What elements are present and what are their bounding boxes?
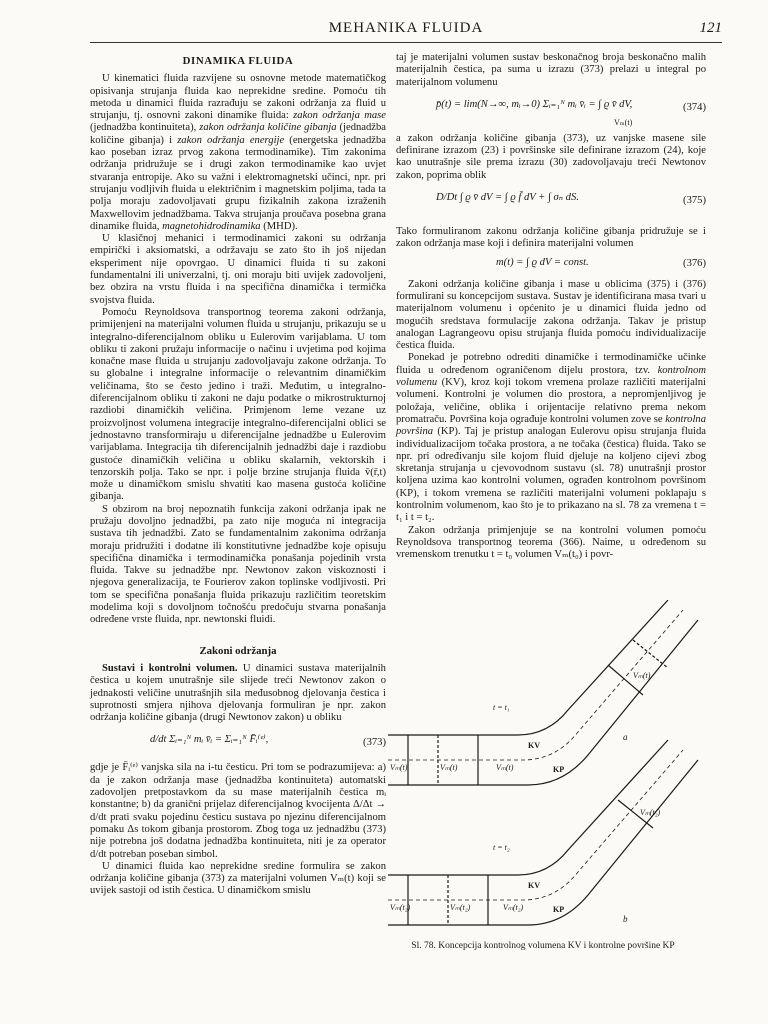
panel-a-vol-upper: Vₘ(t) <box>633 671 651 680</box>
panel-b-kv: KV <box>528 881 540 890</box>
equation-374-body: p̄(t) = lim(N→∞, mᵢ→0) Σᵢ₌₁ᴺ mᵢ v̄ᵢ = ∫ ϱ v̄ dV, <box>436 98 633 110</box>
figure-caption: Sl. 78. Koncepcija kontrolnog volumena KV i kontrolne površine KP <box>411 941 675 951</box>
paragraph-systems: Sustavi i kontrolni volumen. U dinamici sustava materijalnih čestica u kojem unutrašnje sile slijede treći Newtonov zakon o jednakosti veličine unutrašnjih sila međusobnog djelovanja čestica i suprotnosti smjera njihova djelovanja formuliran je npr. zakon održanja količine gibanja (drugi Newtonov zakon) u obliku <box>90 662 386 724</box>
running-title: MEHANIKA FLUIDA <box>328 20 484 36</box>
equation-374-subscript: Vₘ(t) <box>614 117 633 127</box>
equation-376-body: m(t) = ∫ ϱ dV = const. <box>496 256 589 268</box>
equation-376-number: (376) <box>683 257 706 269</box>
equation-374 <box>396 93 706 129</box>
subsection-title: Zakoni održanja <box>199 644 277 657</box>
header-rule <box>90 42 722 43</box>
equation-375-number: (375) <box>683 195 706 207</box>
paragraph-classical: U klasičnoj mehanici i termodinamici zakoni su održanja empirički i aksiomatski, a održavaju se zato što ih još nijedan eksperiment nije opovrgao. U dinamici fluida ti su zakoni fundamentalni ili univerzalni, tj. oni moraju biti uvijek zadovoljeni, bez obzira na vrstu fluida i na specifična dinamička i termička svojstva fluida. <box>90 233 386 306</box>
equation-375-body: D/Dt ∫ ϱ v̄ dV = ∫ ϱ f̄ dV + ∫ σₙ dS. <box>436 192 579 204</box>
panel-a-vol-mid: Vₘ(t) <box>440 763 458 772</box>
panel-b-label: b <box>623 914 628 924</box>
pipe-bend-a <box>388 600 698 785</box>
runin-title: Sustavi i kontrolni volumen. <box>102 662 238 674</box>
pipe-a-outer-top <box>388 600 668 735</box>
paragraph-external-force: gdje je F̄ᵢ⁽ᵉ⁾ vanjska sila na i-tu česticu. Pri tom se podrazumijeva: a) da je zakon održanja mase (jednadžba kontinuiteta) automatski zadovoljen pretpostavkom da su mase materijalnih čestica mᵢ konstantne; b) da granični prijelaz diferencijalnog kvocijenta Δ/Δt → d/dt prati svaku pojedinu česticu sustava po njezinu diferencijalnom pomaku Δs tokom gibanja prostorom. Zbog toga uz jednadžbu (373) nije potrebna još dodatna jednadžba kontinuiteta, niti je za operator d/dt potreban poseban simbol. <box>90 762 386 860</box>
equation-376 <box>396 255 706 275</box>
paragraph-reynolds: Pomoću Reynoldsova transportnog teorema zakoni održanja, primijenjeni na materijalni volumen fluida u strujanju, prikazuju se u integralno-diferencijalnom obliku u Eulerovim varijablama. U tom obliku ti zakoni pružaju informacije o načinu i uvjetima pod kojima konačne mase fluida u strujanju zadovoljavaju zakone održanja. To su globalne i integralne informacije o relevantnim dinamičkim veličinama, što se često jedino i traži. Međutim, u integralno-diferencijalnom obliku ti zakoni ne daju podatke o mikrostrukturnoj razdiobi dinamičkih veličina. Primjenom leme vezane uz proizvoljnost volumena integracije integralno-diferencijalni oblici se jednostavno transformiraju u diferencijalne jednadžbe u Eulerovim varijablama. Integracija tih diferencijalnih jednadžbi daje i razdiobu gustoće dinamičkih veličina u obliku skalarnih, vektorskih i tenzorskih polja. Tako se npr. i polje brzine strujanja fluida v̄(r̄,t) može u dinamičkom smislu shvatiti kao masena gustoća količine gibanja. <box>90 306 386 503</box>
panel-a-vol-left: Vₘ(t) <box>390 763 408 772</box>
figure-labels <box>390 671 661 924</box>
panel-a-vol-inner: Vₘ(t) <box>496 763 514 772</box>
figure-78 <box>378 600 708 940</box>
panel-b-vol-upper: Vₘ(t₂) <box>640 808 661 817</box>
figure-78-drawing <box>378 600 708 940</box>
paragraph-control-volume: Ponekad je potrebno odrediti dinamičke i termodinamičke učinke fluida u određenom ograničenom dijelu prostora, tzv. kontrolnom volumenu (KV), kroz koji tokom vremena prolaze različiti materijalni volumeni. Kontrolni je volumen dio prostora, a nepromjenljivog je položaja, veličine, oblika i orijentacije relativno prema nekom promatraču. Površina koja ograđuje kontrolni volumen zove se kontrolna površina (KP). Taj je pristup analogan Eulerovu opisu strujanja fluida individualizacijom točaka prostora, a ne točaka (čestica) fluida. Tako se npr. pri određivanju sile kojom fluid djeluje na koljeno cijevi zbog skretanja strujanja u cjevovodnom sustavu (sl. 78) unutrašnji prostor koljena uzima kao kontrolni volumen, ograđen kontrolnom površinom (KP), i tokom vremena se različiti materijalni volumeni poklapaju s kontrolnim volumenom, kao što je to prikazano na sl. 78 za vremena t = t₁ i t = t₂. <box>396 352 707 524</box>
panel-b-kp: KP <box>553 905 565 914</box>
panel-a-kv: KV <box>528 741 540 750</box>
pipe-a-outer-bottom <box>388 620 698 785</box>
paragraph-intro: U kinematici fluida razvijene su osnovne metode matematičkog opisivanja strujanja fluida kao neprekidne sredine. Pomoću tih metoda u dinamici fluida razrađuju se zakoni održanja za fluid u strujanju, tj. osnovni zakoni dinamike fluida: zakon održanja mase (jednadžba kontinuiteta), zakon održanja količine gibanja (jednadžba količine gibanja) i zakon održanja energije (energetska jednadžba kao poseban izraz prvog zakona termodinamike). Tim zakonima održanja pridružuje se i drugi zakon termodinamike kao uvjet stvaranja entropije. Ako su važni i elektromagnetski učinci, npr. pri strujanju vodljivih fluida u električnim i magnetskim poljima, tada ta polja moraju zadovoljavati grupu fizikalnih zakona izraženih Maxwellovim jednadžbama. Takva strujanja proučava posebna grana dinamike fluida, magnetohidrodinamika (MHD). <box>90 73 386 232</box>
paragraph-material-volume: U dinamici fluida kao neprekidne sredine formulira se zakon održanja količine gibanja (373) za materijalni volumen Vₘ(t) koji se uvijek sastoji od istih čestica. U dinamičkom smislu <box>90 860 386 897</box>
page-number: 121 <box>699 20 722 36</box>
equation-373 <box>90 728 386 758</box>
panel-b-vol-mid: Vₘ(t₂) <box>450 903 471 912</box>
equation-373-number: (373) <box>363 737 386 749</box>
paragraph-system-concept: Zakoni održanja količine gibanja i mase u oblicima (375) i (376) formulirani su koncepcijom sustava. Sustav je identificirana masa tvari u materijalnom volumenu i općenito je u dinamici fluida jedno od mogućih sredstava formulacije zakona održanja. Takav je pristup analogan Lagrangeovu opisu strujanja fluida pomoću individualizacije čestica fluida. <box>396 278 706 352</box>
panel-a-kp: KP <box>553 765 565 774</box>
paragraph-mass-law: Tako formuliranom zakonu održanja količine gibanja pridružuje se i zakon održanja mase koji i definira materijalni volumen <box>396 226 706 250</box>
paragraph-momentum-law: a zakon održanja količine gibanja (373), uz vanjske masene sile definirane izrazom (23) i površinske sile definirane izrazom (24), koje kao unutrašnje sile prema izrazu (30) zadovoljavaju treći Newtonov zakon, poprima oblik <box>396 132 706 181</box>
section-title: DINAMIKA FLUIDA <box>182 55 294 67</box>
equation-373-body: d/dt Σᵢ₌₁ᴺ mᵢ v̄ᵢ = Σᵢ₌₁ᴺ F̄ᵢ⁽ᵉ⁾, <box>150 734 269 746</box>
equation-375 <box>396 186 706 222</box>
panel-b-time: t = t₂ <box>493 843 510 852</box>
paragraph-infinite-system: taj je materijalni volumen sustav beskonačnog broja beskonačno malih materijalnih čestica, pa suma u izrazu (373) prelazi u integral po materijalnom volumenu <box>396 52 706 88</box>
pipe-bend-b <box>388 740 698 925</box>
panel-b-vol-left: Vₘ(t₂) <box>390 903 411 912</box>
left-column <box>90 52 386 898</box>
panel-a-label: a <box>623 732 628 742</box>
paragraph-constitutive: S obzirom na broj nepoznatih funkcija zakoni održanja ipak ne pružaju dovoljno jednadžbi, pa zato nije moguća ni integracija sustava tih jednadžbi. Zato se fundamentalnim zakonima održanja moraju pridružiti i dodatne ili konstitutivne jednadžbe koje opisuju specifična dinamička i termodinamička ponašanja pojedinih vrsta fluida. Takve su jednadžbe npr. Newtonov zakon viskoznosti i njegova generalizacija, te Fourierov zakon toplinske vodljivosti. Pri tom se specifična ponašanja fluida prikazuju različitim teoretskim modelima koji s dovoljnom točnošću predočuju stvarna ponašanja određene vrste fluida, npr. newtonski fluidi. <box>90 503 386 626</box>
panel-a-time: t = t₁ <box>493 703 510 712</box>
right-column <box>396 52 706 562</box>
panel-b-vol-inner: Vₘ(t₂) <box>503 903 524 912</box>
running-head <box>90 20 722 42</box>
paragraph-transport-theorem: Zakon održanja primjenjuje se na kontrolni volumen pomoću Reynoldsova transportnog teorema (366). Naime, u određenom su vremenskom trenutku t = t₀ volumen Vₘ(t₀) i povr- <box>396 524 706 561</box>
equation-374-number: (374) <box>683 101 706 113</box>
